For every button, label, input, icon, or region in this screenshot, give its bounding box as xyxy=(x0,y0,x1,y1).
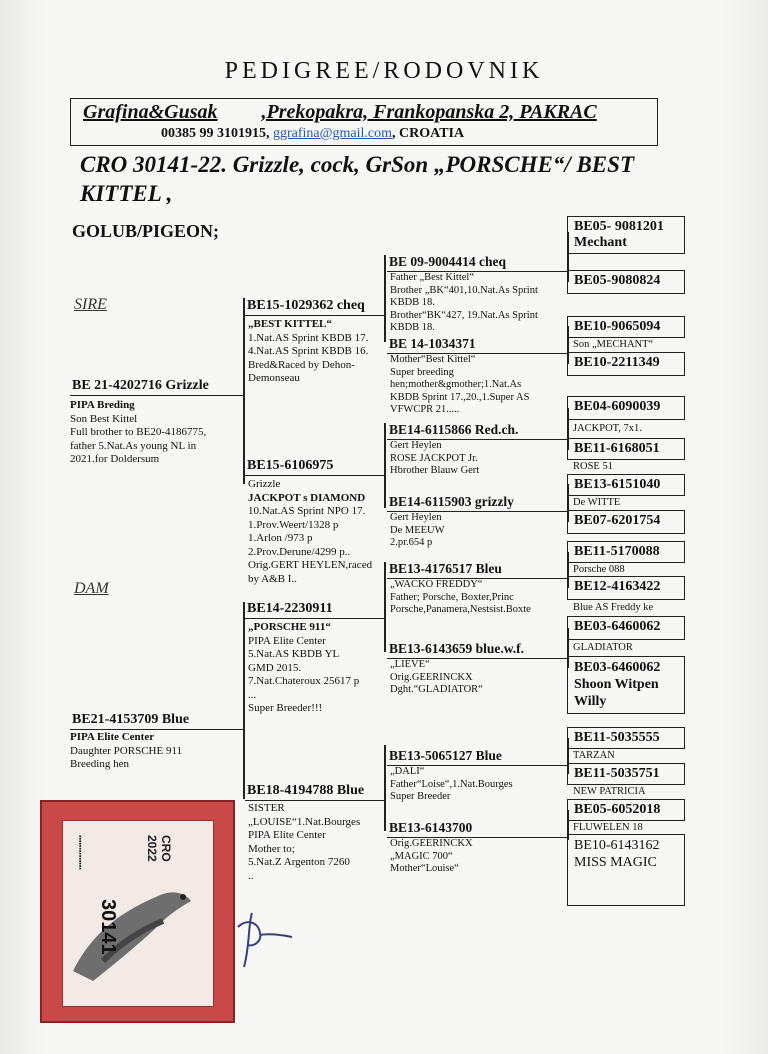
breeder-line xyxy=(83,101,597,124)
dds-ring: BE13-5065127 Blue xyxy=(387,748,569,766)
sdd-ring: BE14-6115903 grizzly xyxy=(387,494,569,512)
sire-ring: BE 21-4202716 Grizzle xyxy=(70,378,245,396)
breeder-contact xyxy=(161,126,464,142)
breeder-box xyxy=(70,98,658,146)
pigeon-stamp xyxy=(40,800,235,1023)
breeder-phone: 00385 99 3101915, xyxy=(161,126,270,141)
breeder-address: ,Prekopakra, Frankopanska 2, PAKRAC xyxy=(261,101,597,123)
dsd-info: „LIEVE“ Orig.GEERINCKX Dght.“GLADIATOR“ xyxy=(390,659,483,695)
gen4-box xyxy=(567,834,685,906)
breeder-country: , CROATIA xyxy=(392,126,465,141)
gen4-note: TARZAN xyxy=(573,750,615,761)
pigeon-label: GOLUB/PIGEON; xyxy=(72,221,220,241)
gen4-note: Blue AS Freddy ke xyxy=(573,602,654,613)
gen4-ring: BE03-6460062 xyxy=(574,660,661,675)
sd-info-text: 10.Nat.AS Sprint NPO 17. 1.Prov.Weert/1328 p 1.Arlon /973 p 2.Prov.Derune/4299 p.. Orig.GERT HEYLEN,raced by A&B I.. xyxy=(248,505,373,585)
gen4-note: JACKPOT, 7x1. xyxy=(573,423,642,434)
sds-ring: BE14-6115866 Red.ch. xyxy=(387,422,569,440)
dss-ring: BE13-4176517 Bleu xyxy=(387,561,569,579)
dds-info: „DALI“ Father“Loise“,1.Nat.Bourges Super Breeder xyxy=(390,766,513,802)
stamp-year: 2022 xyxy=(145,835,159,862)
dam-info-text: Daughter PORSCHE 911 Breeding hen xyxy=(70,744,183,770)
ds-info xyxy=(248,621,388,716)
sd-ring: BE15-6106975 xyxy=(245,458,385,476)
gen4-name: Shoon Witpen Willy xyxy=(574,677,659,709)
page-title: PEDIGREE/RODOVNIK xyxy=(224,58,544,84)
gen4-box: BE05-6052018 xyxy=(567,799,685,821)
gen4-note: GLADIATOR xyxy=(573,642,633,653)
sd-info-top: Grizzle xyxy=(248,478,281,490)
dam-info xyxy=(70,731,245,772)
gen4-ring: BE10-6143162 xyxy=(574,838,660,853)
sire-label: SIRE xyxy=(74,296,107,313)
gen4-box: BE03-6460062 xyxy=(567,616,685,640)
gen4-note: ROSE 51 xyxy=(573,461,613,472)
gen4-note: Porsche 088 xyxy=(573,564,625,575)
gen4-box: BE07-6201754 xyxy=(567,510,685,534)
gen4-box: BE13-6151040 xyxy=(567,474,685,496)
sire-info-bold: PIPA Breding xyxy=(70,399,135,411)
ddd-ring: BE13-6143700 xyxy=(387,820,569,838)
ds-info-bold: „PORSCHE 911“ xyxy=(248,621,331,633)
sd-info-bold: JACKPOT s DIAMOND xyxy=(248,491,366,504)
ss-ring: BE15-1029362 cheq xyxy=(245,298,385,316)
stamp-number: 30141 xyxy=(97,899,119,955)
sire-info-text: Son Best Kittel Full brother to BE20-4186775, father 5.Nat.As young NL in 2021.for Doldersum xyxy=(70,412,207,465)
sire-info xyxy=(70,399,245,467)
gen4-note: NEW PATRICIA xyxy=(573,786,646,797)
gen4-box: BE11-6168051 xyxy=(567,438,685,460)
ss-info-text: 1.Nat.AS Sprint KBDB 17. 4.Nat.AS Sprint KBDB 16. Bred&Raced by Dehon- Demonseau xyxy=(248,331,369,384)
stamp-country: CRO xyxy=(159,835,173,862)
gen4-note: Son „MECHANT“ xyxy=(573,339,654,350)
gen4-name: MISS MAGIC xyxy=(574,855,657,870)
stamp-fine-print: ▪▪▪▪▪▪▪▪▪▪▪▪▪▪ xyxy=(76,835,83,870)
gen4-box: BE10-9065094 xyxy=(567,316,685,338)
gen4-box: BE11-5035555 xyxy=(567,727,685,749)
dam-label: DAM xyxy=(74,580,109,597)
gen4-note: FLUWELEN 18 xyxy=(573,822,643,833)
ddd-info: Orig.GEERINCKX „MAGIC 700“ Mother“Louise“ xyxy=(390,838,473,874)
gen4-box: BE04-6090039 xyxy=(567,396,685,420)
ssd-info: Mother“Best Kittel“ Super breeding hen;mother&gmother;1.Nat.As KBDB Sprint 17.,20.,1.Super AS VFWCPR 21..... xyxy=(390,354,530,415)
gen4-ring: BE05- 9081201 xyxy=(574,219,664,234)
gen4-note: De WITTE xyxy=(573,497,621,508)
gen4-box xyxy=(567,656,685,714)
signature xyxy=(230,905,300,975)
dd-info: SISTER „LOUISE“1.Nat.Bourges PIPA Elite Center Mother to; 5.Nat.Z Argenton 7260 .. xyxy=(248,802,361,882)
dam-info-bold: PIPA Elite Center xyxy=(70,731,155,743)
breeder-name: Grafina&Gusak xyxy=(83,101,218,123)
ss-info xyxy=(248,318,388,386)
gen4-box: BE11-5035751 xyxy=(567,763,685,785)
sd-info xyxy=(248,478,388,586)
dam-ring: BE21-4153709 Blue xyxy=(70,712,245,730)
sss-ring: BE 09-9004414 cheq xyxy=(387,254,569,272)
gen4-box: BE11-5170088 xyxy=(567,541,685,563)
breeder-email-link[interactable]: ggrafina@gmail.com xyxy=(273,126,393,141)
ds-info-text: PIPA Elite Center 5.Nat.AS KBDB YL GMD 2015. 7.Nat.Chateroux 25617 p ... Super Breeder!!! xyxy=(248,634,360,714)
dsd-ring: BE13-6143659 blue.w.f. xyxy=(387,641,569,659)
ds-ring: BE14-2230911 xyxy=(245,601,385,619)
dss-info: „WACKO FREDDY“ Father; Porsche, Boxter,Princ Porsche,Panamera,Nestsist.Boxte xyxy=(390,579,531,615)
ss-info-bold: „BEST KITTEL“ xyxy=(248,318,332,330)
sss-info: Father „Best Kittel“ Brother „BK“401,10.Nat.As Sprint KBDB 18. Brother“BK“427, 19.Nat.As Sprint KBDB 18. xyxy=(390,272,538,333)
ssd-ring: BE 14-1034371 xyxy=(387,336,569,354)
gen4-name: Mechant xyxy=(574,235,627,250)
pigeon-image xyxy=(63,821,213,1006)
sdd-info: Gert Heylen De MEEUW 2.pr.654 p xyxy=(390,512,445,548)
gen4-box: BE05-9080824 xyxy=(567,270,685,294)
dd-ring: BE18-4194788 Blue xyxy=(245,783,385,801)
gen4-box: BE10-2211349 xyxy=(567,352,685,376)
sds-info: Gert Heylen ROSE JACKPOT Jr. Hbrother Blauw Gert xyxy=(390,440,480,476)
pigeon-headline: CRO 30141-22. Grizzle, cock, GrSon „PORSCHE“/ BEST KITTEL , xyxy=(80,152,634,206)
stamp-panel xyxy=(62,820,214,1007)
gen4-box xyxy=(567,216,685,254)
gen4-box: BE12-4163422 xyxy=(567,576,685,600)
